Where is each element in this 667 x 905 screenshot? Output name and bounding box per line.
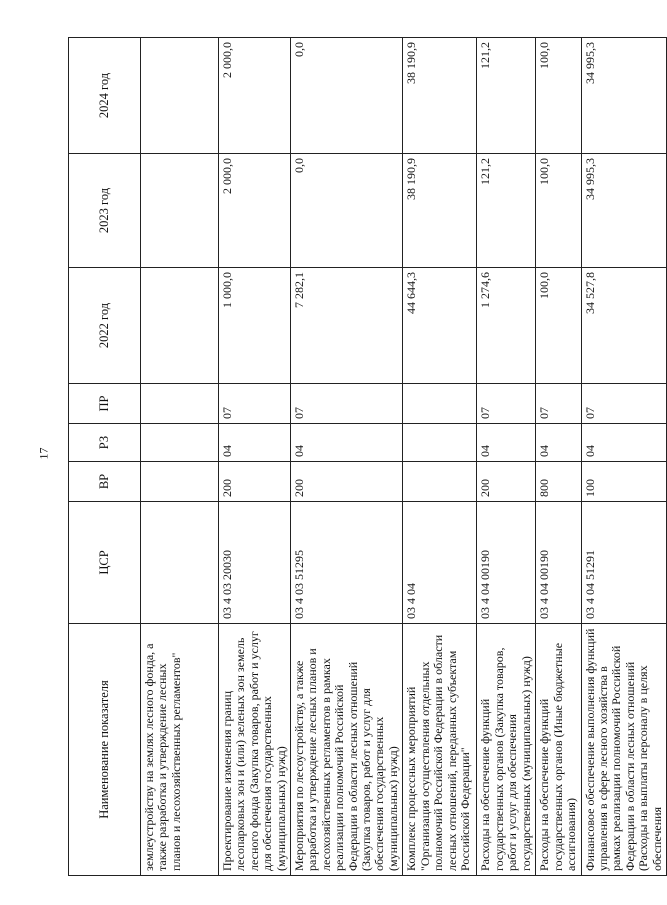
cell-pr: 07 bbox=[477, 384, 536, 424]
cell-2022 bbox=[141, 268, 219, 384]
cell-name: Комплекс процессных мероприятий "Организация осуществления отдельных полномочий Российской Федерации в области лесных отношений, переданных субъектам Российской Федерации" bbox=[403, 624, 477, 876]
cell-csr bbox=[141, 502, 219, 624]
table-row bbox=[536, 38, 581, 876]
cell-pr: 07 bbox=[291, 384, 403, 424]
cell-pr bbox=[141, 384, 219, 424]
table-row bbox=[219, 38, 291, 876]
cell-rz bbox=[141, 424, 219, 462]
page-number: 17 bbox=[36, 447, 51, 460]
cell-2022: 1 274,6 bbox=[477, 268, 536, 384]
cell-2022: 100,0 bbox=[536, 268, 581, 384]
cell-2023: 34 995,3 bbox=[581, 154, 666, 268]
cell-name: землеустройству на землях лесного фонда, а также разработка и утверждение лесных планов и лесохозяйственных регламентов" bbox=[141, 624, 219, 876]
cell-2024: 121,2 bbox=[477, 38, 536, 154]
cell-name: Проектирование изменения границ лесопарковых зон и (или) зеленых зон земель лесного фонда (Закупка товаров, работ и услуг для обеспечения государственных (муниципальных) нужд) bbox=[219, 624, 291, 876]
cell-rz: 04 bbox=[536, 424, 581, 462]
cell-2024: 100,0 bbox=[536, 38, 581, 154]
cell-name: Расходы на обеспечение функций государственных органов (Закупка товаров, работ и услуг для обеспечения государственных (муниципальных) нужд) bbox=[477, 624, 536, 876]
cell-2024 bbox=[141, 38, 219, 154]
cell-pr bbox=[403, 384, 477, 424]
header-pr: ПР bbox=[69, 384, 141, 424]
cell-2023 bbox=[141, 154, 219, 268]
cell-csr: 03 4 03 51295 bbox=[291, 502, 403, 624]
cell-name: Расходы на обеспечение функций государственных органов (Иные бюджетные ассигнования) bbox=[536, 624, 581, 876]
cell-vr: 200 bbox=[291, 462, 403, 502]
cell-pr: 07 bbox=[581, 384, 666, 424]
header-2023: 2023 год bbox=[69, 154, 141, 268]
cell-csr: 03 4 04 bbox=[403, 502, 477, 624]
budget-table-sheet bbox=[68, 38, 664, 876]
cell-2022: 34 527,8 bbox=[581, 268, 666, 384]
cell-vr bbox=[403, 462, 477, 502]
header-name: Наименование показателя bbox=[69, 624, 141, 876]
cell-rz bbox=[403, 424, 477, 462]
cell-csr: 03 4 04 00190 bbox=[536, 502, 581, 624]
cell-2023: 100,0 bbox=[536, 154, 581, 268]
cell-2024: 0,0 bbox=[291, 38, 403, 154]
budget-table bbox=[68, 37, 667, 876]
cell-2023: 121,2 bbox=[477, 154, 536, 268]
cell-rz: 04 bbox=[291, 424, 403, 462]
cell-2023: 0,0 bbox=[291, 154, 403, 268]
table-row bbox=[581, 38, 666, 876]
table-row bbox=[403, 38, 477, 876]
table-header-row bbox=[69, 38, 141, 876]
cell-name: Финансовое обеспечение выполнения функций управления в сфере лесного хозяйства в рамках реализации полномочий Российской Федерации в области лесных отношений (Расходы на выплаты персоналу в целях обеспечения bbox=[581, 624, 666, 876]
cell-vr bbox=[141, 462, 219, 502]
cell-2024: 38 190,9 bbox=[403, 38, 477, 154]
header-2024: 2024 год bbox=[69, 38, 141, 154]
table-row bbox=[477, 38, 536, 876]
cell-csr: 03 4 04 00190 bbox=[477, 502, 536, 624]
cell-2024: 2 000,0 bbox=[219, 38, 291, 154]
cell-2022: 7 282,1 bbox=[291, 268, 403, 384]
cell-csr: 03 4 03 20030 bbox=[219, 502, 291, 624]
cell-vr: 100 bbox=[581, 462, 666, 502]
header-2022: 2022 год bbox=[69, 268, 141, 384]
cell-2022: 1 000,0 bbox=[219, 268, 291, 384]
cell-vr: 200 bbox=[477, 462, 536, 502]
cell-name: Мероприятия по лесоустройству, а также разработка и утверждение лесных планов и лесохозяйственных регламентов в рамках реализации полномочий Российской Федерации в области лесных отношений (Закупка товаров, работ и услуг для обеспечения государственных (муниципальных) нужд) bbox=[291, 624, 403, 876]
header-csr: ЦСР bbox=[69, 502, 141, 624]
cell-2022: 44 644,3 bbox=[403, 268, 477, 384]
table-row bbox=[141, 38, 219, 876]
cell-2023: 38 190,9 bbox=[403, 154, 477, 268]
cell-csr: 03 4 04 51291 bbox=[581, 502, 666, 624]
cell-rz: 04 bbox=[581, 424, 666, 462]
cell-2023: 2 000,0 bbox=[219, 154, 291, 268]
cell-rz: 04 bbox=[219, 424, 291, 462]
header-rz: РЗ bbox=[69, 424, 141, 462]
cell-vr: 200 bbox=[219, 462, 291, 502]
table-row bbox=[291, 38, 403, 876]
cell-rz: 04 bbox=[477, 424, 536, 462]
cell-vr: 800 bbox=[536, 462, 581, 502]
cell-2024: 34 995,3 bbox=[581, 38, 666, 154]
cell-pr: 07 bbox=[536, 384, 581, 424]
header-vr: ВР bbox=[69, 462, 141, 502]
cell-pr: 07 bbox=[219, 384, 291, 424]
